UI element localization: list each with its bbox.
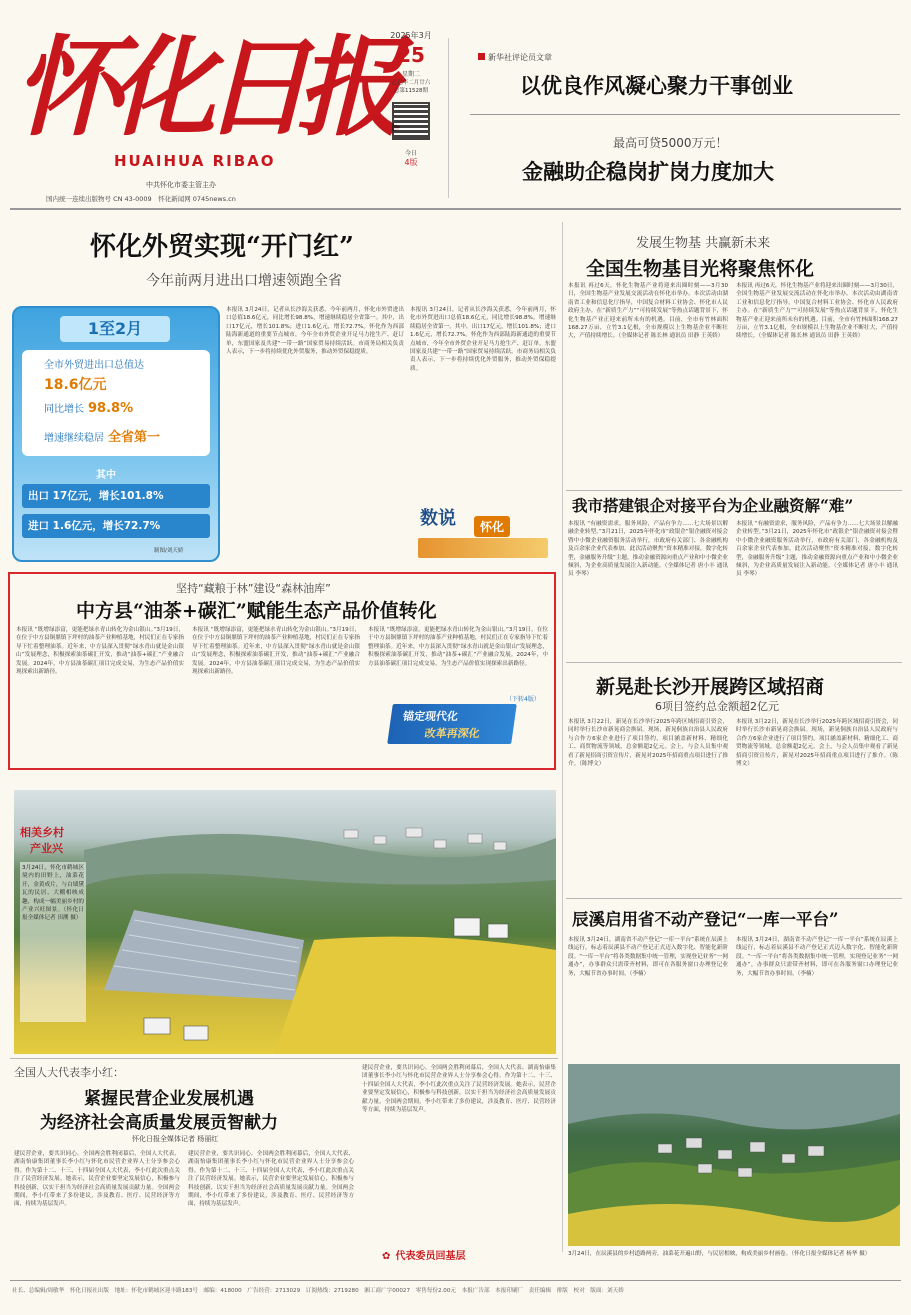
rapeseed-photo	[14, 790, 556, 1054]
bio-headline[interactable]: 全国生物基目光将聚焦怀化	[586, 258, 815, 280]
finance-body: 本报讯 “有融资需求，服务风险，产品有争力……七大场景以解融企业转型。”3月21日，2025年怀化市“政银企”银企融资对接会暨中小微企业融资服务活动举行，市政府有关部门、各金融机构及百余家企业代表参加。此次活动聚焦“资本精准对接，数字化转型，金融服务升级”主题，推动金融资源向重点产业和中小微企业倾斜，为企业高质量发展注入新动能。（全媒体记者 唐小丰 通讯员 李琴）	[568, 521, 728, 578]
date-lunar: 乙巳年二月廿六	[391, 80, 431, 86]
masthead	[0, 0, 911, 206]
bio-kicker: 发展生物基 共赢新未来	[636, 236, 771, 251]
newspaper-pinyin: HUAIHUA RIBAO	[114, 152, 276, 170]
trade-infobox	[12, 306, 220, 562]
trade-subheadline: 今年前两月进出口增速领跑全省	[146, 273, 342, 289]
reform-banner: 锚定现代化 改革再深化	[387, 704, 517, 744]
qr-code[interactable]	[392, 102, 430, 140]
stamp-graphic	[418, 538, 548, 558]
trade-body-2: 本报讯 3月24日，记者从长沙海关获悉，今年前两月，怀化市外贸进出口总值18.6亿元，同比增长98.8%，增速继续稳居全省第一。其中，出口17亿元，增长101.8%；进口1.6亿元，增长72.7%。怀化作为西部陆海新通道的重要节点城市，今年全市外贸企业开足马力抢生产、赶订单，东盟国家及共建“一带一路”国家贸易持续活跃。市商务局相关负责人表示，下一步将持续优化外贸服务，推动外贸保稳提质。	[410, 307, 556, 372]
photo-caption: 3月24日，怀化市鹤城区境内的田野上，油菜花开，金黄成片，与白墙黛瓦的民居、大棚相映成趣，构成一幅美丽乡村的产业兴旺图景。（怀化日报全媒体记者 田溯 摄）	[20, 862, 86, 1022]
zhongfang-body-2: 本报讯 “既增绿添富，更能把绿水青山转化为金山银山。”3月19日，在位于中方县铜鼎镇下坪村的油茶产业种植基地，村民们正在专家指导下忙着整理油茶。近年来，中方县深入贯彻“绿水青山就是金山银山”发展理念，积极探索油茶碳汇开发，推动“油茶+碳汇”产业融合发展。2024年，中方县油茶碳汇项目完成交易，为生态产品价值实现探索出新路径。	[192, 627, 360, 676]
flower-icon: ✿	[382, 1251, 391, 1262]
zhongfang-body-3: 本报讯 “既增绿添富，更能把绿水青山转化为金山银山。”3月19日，在位于中方县铜鼎镇下坪村的油茶产业种植基地，村民们正在专家指导下忙着整理油茶。近年来，中方县深入贯彻“绿水青山就是金山银山”发展理念，积极探索油茶碳汇开发，推动“油茶+碳汇”产业融合发展。2024年，中方县油茶碳汇项目完成交易，为生态产品价值实现探索出新路径。	[368, 627, 548, 667]
pages-label: 今日	[404, 150, 417, 157]
infobox-import: 进口 1.6亿元，增长72.7%	[22, 514, 210, 538]
npc-body-2: 建民营企业，要共识同心。全国两会胜利闭幕后，全国人大代表、湖南怡康集团董事长李小红与怀化市民营企业界人士分享参会心得。作为第十二、十三、十四届全国人大代表，李小红此次重点关注了民营经济发展。她表示，民营企业要坚定发展信心，积极参与科技创新，以实干担当为经济社会高质量发展贡献力量。全国两会期间，李小红带来了多份建议，涉及教育、医疗、民营经济等方面，持续为基层发声。	[188, 1151, 354, 1208]
zhongfang-body: 本报讯 “既增绿添富，更能把绿水青山转化为金山银山。”3月19日，在位于中方县铜鼎镇下坪村的油茶产业种植基地，村民们正在专家指导下忙着整理油茶。近年来，中方县深入贯彻“绿水青山就是金山银山”发展理念，积极探索油茶碳汇开发，推动“油茶+碳汇”产业融合发展。2024年，中方县油茶碳汇项目完成交易，为生态产品价值实现探索出新路径。	[16, 627, 184, 676]
village-photo	[568, 1064, 900, 1246]
photo-tag: 相美乡村 产业兴	[20, 826, 64, 855]
xinhuang-subheadline: 6项目签约总金额超2亿元	[655, 700, 779, 713]
finance-platform-headline[interactable]: 我市搭建银企对接平台为企业融资解“难”	[572, 496, 854, 515]
rep-tag: ✿ 代表委员回基层	[382, 1251, 466, 1262]
trade-headline[interactable]: 怀化外贸实现“开门红”	[90, 232, 354, 262]
date-year-month: 2025年3月	[390, 31, 432, 40]
commentary-tag: 新华社评论员文章	[478, 52, 552, 63]
infobox-period: 1至2月	[60, 316, 170, 342]
zhongfang-box	[8, 572, 556, 770]
bio-body-2: 本报讯 再过6天，怀化生物基产业将迎来出圈时刻——3月30日，全国生物基产业发展交流活动在怀化市举办。本次活动由湖南省工业和信息化厅指导，中国复合材料工业协会、怀化市人民政府主办。在“新质生产力”“可持续发展”等热点话题背景下，怀化生物基产业正迎来前所未有的机遇。目前，全市有竹林面积168.27万亩，立竹3.1亿根，全市规模以上生物基企业不断壮大，产值持续增长。（全媒体记者 陈长林 通讯员 田静 王英娇）	[736, 283, 898, 340]
bio-body: 本报讯 再过6天，怀化生物基产业将迎来出圈时刻——3月30日，全国生物基产业发展交流活动在怀化市举办。本次活动由湖南省工业和信息化厅指导，中国复合材料工业协会、怀化市人民政府主办。在“新质生产力”“可持续发展”等热点话题背景下，怀化生物基产业正迎来前所未有的机遇。目前，全市有竹林面积168.27万亩，立竹3.1亿根，全市规模以上生物基企业不断壮大，产值持续增长。（全媒体记者 陈长林 通讯员 田静 王英娇）	[568, 283, 728, 340]
zhongfang-kicker: 坚持“藏粮于林”建设“森林油库”	[176, 582, 331, 595]
publication-line: 国内统一连续出版物号 CN 43-0009 怀化新闻网 0745news.cn	[46, 195, 236, 203]
npc-headline-1[interactable]: 紧握民营企业发展机遇	[84, 1089, 254, 1109]
zhongfang-headline[interactable]: 中方县“油茶+碳汇”赋能生态产品价值转化	[76, 600, 437, 622]
sponsor-text: 中共怀化市委主管主办	[146, 181, 216, 189]
trade-body: 本报讯 3月24日，记者从长沙海关获悉，今年前两月，怀化市外贸进出口总值18.6亿元，同比增长98.8%，增速继续稳居全省第一。其中，出口17亿元，增长101.8%；进口1.6亿元，增长72.7%。怀化作为西部陆海新通道的重要节点城市，今年全市外贸企业开足马力抢生产、赶订单，东盟国家及共建“一带一路”国家贸易持续活跃。市商务局相关负责人表示，下一步将持续优化外贸服务，推动外贸保稳提质。	[226, 307, 404, 356]
npc-kicker: 全国人大代表李小红：	[14, 1066, 124, 1079]
xinhuang-headline[interactable]: 新晃赴长沙开展跨区域招商	[596, 676, 825, 698]
npc-headline-2[interactable]: 为经济社会高质量发展贡智献力	[40, 1113, 278, 1133]
red-square-icon	[478, 53, 485, 60]
finance-body-2: 本报讯 “有融资需求，服务风险，产品有争力……七大场景以解融企业转型。”3月21日，2025年怀化市“政银企”银企融资对接会暨中小微企业融资服务活动举行，市政府有关部门、各金融机构及百余家企业代表参加。此次活动聚焦“资本精准对接，数字化转型，金融服务升级”主题，推动金融资源向重点产业和中小微企业倾斜，为企业高质量发展注入新动能。（全媒体记者 唐小丰 通讯员 李琴）	[736, 521, 898, 578]
finance-headline[interactable]: 金融助企稳岗扩岗力度加大	[522, 159, 774, 184]
newspaper-title: 怀化日报	[14, 25, 391, 151]
npc-body: 建民营企业，要共识同心。全国两会胜利闭幕后，全国人大代表、湖南怡康集团董事长李小红与怀化市民营企业界人士分享参会心得。作为第十二、十三、十四届全国人大代表，李小红此次重点关注了民营经济发展。她表示，民营企业要坚定发展信心，积极参与科技创新，以实干担当为经济社会高质量发展贡献力量。全国两会期间，李小红带来了多份建议，涉及教育、医疗、民营经济等方面，持续为基层发声。	[14, 1151, 180, 1208]
xinhuang-body: 本报讯 3月22日，新晃在长沙举行2025年跨区域招商引资会，同时举行长沙市新晃商会换届。现场，新晃侗族自治县人民政府与合作方6家企业进行了项目签约，项目涵盖新材料、精细化工、商贸物流等领域，总金额超2亿元。会上，与会人员集中观看了新晃招商引资宣传片，新晃对2025年招商重点项目进行了推介。（陈博文）	[568, 719, 728, 768]
footer-info: 社长、总编辑/周敏华 怀化日报社出版 地址：怀化市鹤城区迎丰路183号 邮编：418000 广告经营：2713029 订阅热线：2719280 湘工商广字00027 零售每份2.00元 本报广告部 本报印刷厂 责任编辑 排版 校对 版面：刘天娇	[12, 1288, 624, 1294]
npc-byline: 怀化日报全媒体记者 杨丽红	[132, 1135, 219, 1143]
chenxi-body: 本报讯 3月24日，湖南省不动产登记“一库一平台”系统在辰溪上线运行，标志着辰溪县不动产登记正式迈入数字化、智能化新阶段。“一库一平台”将各类数据集中统一管理，实现登记业务“一网通办”，办事群众只需带齐材料，即可在各服务窗口办理登记业务，大幅节省办事时间。（李楠）	[568, 937, 728, 977]
infobox-export: 出口 17亿元，增长101.8%	[22, 484, 210, 508]
xinhuang-body-2: 本报讯 3月22日，新晃在长沙举行2025年跨区域招商引资会，同时举行长沙市新晃商会换届。现场，新晃侗族自治县人民政府与合作方6家企业进行了项目签约，项目涵盖新材料、精细化工、商贸物流等领域，总金额超2亿元。会上，与会人员集中观看了新晃招商引资宣传片，新晃对2025年招商重点项目进行了推介。（陈博文）	[736, 719, 898, 768]
date-column	[384, 30, 438, 202]
commentary-headline[interactable]: 以优良作风凝心聚力干事创业	[520, 73, 793, 98]
chenxi-headline[interactable]: 辰溪启用省不动产登记“一库一平台”	[572, 910, 839, 929]
pages-count: 4版	[404, 158, 418, 167]
chenxi-body-2: 本报讯 3月24日，湖南省不动产登记“一库一平台”系统在辰溪上线运行，标志着辰溪县不动产登记正式迈入数字化、智能化新阶段。“一库一平台”将各类数据集中统一管理，实现登记业务“一网通办”，办事群众只需带齐材料，即可在各服务窗口办理登记业务，大幅节省办事时间。（李楠）	[736, 937, 898, 977]
rapeseed-photo-art	[14, 790, 556, 1054]
infobox-white: 全市外贸进出口总值达 18.6亿元 同比增长 98.8% 增速继续稳居 全省第一	[22, 350, 210, 456]
finance-kicker: 最高可贷5000万元！	[613, 136, 728, 150]
village-photo-art	[568, 1064, 900, 1246]
npc-body-3: 建民营企业，要共识同心。全国两会胜利闭幕后，全国人大代表、湖南怡康集团董事长李小红与怀化市民营企业界人士分享参会心得。作为第十二、十三、十四届全国人大代表，李小红此次重点关注了民营经济发展。她表示，民营企业要坚定发展信心，积极参与科技创新，以实干担当为经济社会高质量发展贡献力量。全国两会期间，李小红带来了多份建议，涉及教育、医疗、民营经济等方面，持续为基层发声。	[362, 1065, 556, 1114]
village-photo-caption: 3月24日，在辰溪县的乡村道路两旁，油菜花开遍山野，与民居相映，构成美丽乡村画卷。（怀化日报全媒体记者 杨华 摄）	[568, 1251, 871, 1257]
continued-link[interactable]: （下转4版）	[506, 696, 540, 703]
infobox-credit: 制图/刘天娇	[154, 548, 184, 554]
data-stamp: 数说 怀化	[412, 500, 556, 562]
issue-number: 总第11528期	[394, 88, 428, 94]
date-weekday: 星期二	[401, 71, 420, 78]
date-day: 25	[397, 43, 425, 67]
infobox-among: 其中	[96, 470, 116, 481]
